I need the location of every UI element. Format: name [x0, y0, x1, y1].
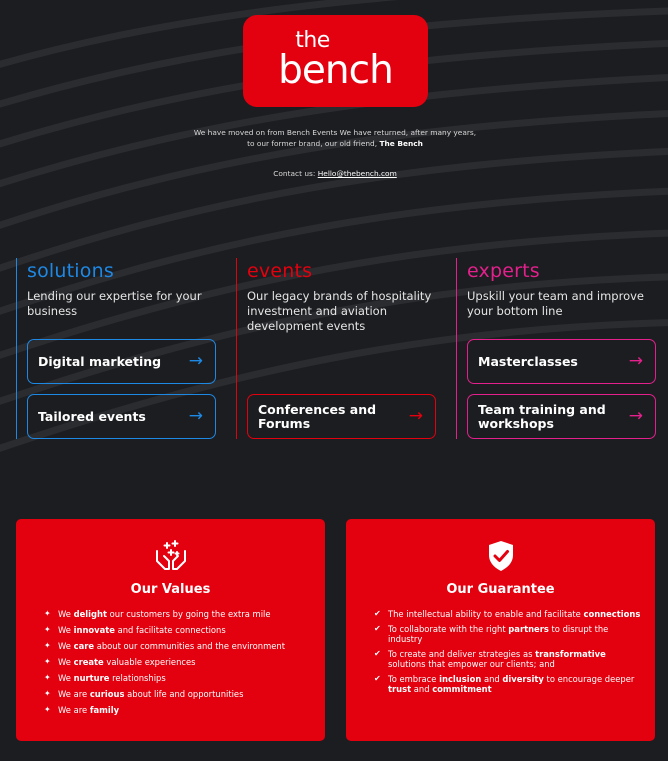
arrow-right-icon: →	[188, 351, 203, 371]
sparkle-icon: ✦	[44, 689, 51, 698]
arrow-right-icon: →	[408, 406, 423, 426]
experts-column	[456, 258, 662, 439]
digital-marketing-button[interactable]	[27, 339, 216, 384]
button-label: Masterclasses	[478, 353, 578, 369]
solutions-column	[16, 258, 222, 439]
our-values-card	[16, 519, 325, 741]
conferences-forums-button[interactable]	[247, 394, 436, 439]
list-item: ✔ The intellectual ability to enable and facilitate connections	[374, 609, 641, 619]
brand-logo[interactable]	[243, 15, 428, 107]
contact-email-link[interactable]: Hello@thebench.com	[317, 169, 397, 178]
experts-title: experts	[467, 260, 540, 282]
intro-brand-name: The Bench	[379, 139, 423, 148]
list-item: ✦ We care about our communities and the environment	[44, 641, 286, 651]
check-icon: ✔	[374, 624, 381, 633]
sparkle-icon: ✦	[44, 641, 51, 650]
caring-hands-icon	[154, 539, 188, 573]
masterclasses-button[interactable]	[467, 339, 656, 384]
shield-check-icon	[484, 539, 518, 573]
button-label: Team training and workshops	[478, 401, 606, 431]
events-description: Our legacy brands of hospitality investment and aviation development events	[247, 289, 432, 333]
check-icon: ✔	[374, 649, 381, 658]
intro-text	[140, 127, 530, 149]
list-item: ✔ To create and deliver strategies as transformative solutions that empower our clients; and	[374, 649, 606, 669]
arrow-right-icon: →	[188, 406, 203, 426]
button-label: Conferences and Forums	[258, 401, 377, 431]
arrow-right-icon: →	[628, 351, 643, 371]
intro-line-1: We have moved on from Bench Events We have returned, after many years,	[193, 128, 477, 137]
our-guarantee-card	[346, 519, 655, 741]
button-label: Digital marketing	[38, 353, 162, 369]
list-item: ✔ To embrace inclusion and diversity to encourage deeper trust and commitment	[374, 674, 635, 694]
list-item: ✦ We are curious about life and opportunities	[44, 689, 244, 699]
list-item: ✦ We are family	[44, 705, 120, 715]
events-title: events	[247, 260, 313, 282]
sparkle-icon: ✦	[44, 705, 51, 714]
sparkle-icon: ✦	[44, 609, 51, 618]
check-icon: ✔	[374, 609, 381, 618]
logo-the-text: the	[295, 28, 330, 53]
list-item: ✦ We delight our customers by going the extra mile	[44, 609, 271, 619]
tailored-events-button[interactable]	[27, 394, 216, 439]
sparkle-icon: ✦	[44, 673, 51, 682]
list-item: ✔ To collaborate with the right partners to disrupt the industry	[374, 624, 609, 644]
contact-label: Contact us:	[273, 169, 316, 178]
experts-description: Upskill your team and improve your bottom line	[467, 289, 644, 318]
guarantee-list	[374, 609, 644, 699]
events-column	[236, 258, 442, 439]
sparkle-icon: ✦	[44, 657, 51, 666]
check-icon: ✔	[374, 674, 381, 683]
our-guarantee-title: Our Guarantee	[446, 582, 555, 597]
team-training-button[interactable]	[467, 394, 656, 439]
solutions-title: solutions	[27, 260, 114, 282]
contact-line	[140, 169, 530, 178]
our-values-title: Our Values	[130, 582, 211, 597]
arrow-right-icon: →	[628, 406, 643, 426]
list-item: ✦ We innovate and facilitate connections	[44, 625, 226, 635]
logo-bench-text: bench	[278, 48, 393, 93]
list-item: ✦ We create valuable experiences	[44, 657, 196, 667]
intro-line-2: to our former brand, our old friend,	[247, 139, 378, 148]
list-item: ✦ We nurture relationships	[44, 673, 166, 683]
values-list	[44, 609, 314, 721]
button-label: Tailored events	[38, 408, 146, 424]
solutions-description: Lending our expertise for your business	[27, 289, 202, 318]
sparkle-icon: ✦	[44, 625, 51, 634]
